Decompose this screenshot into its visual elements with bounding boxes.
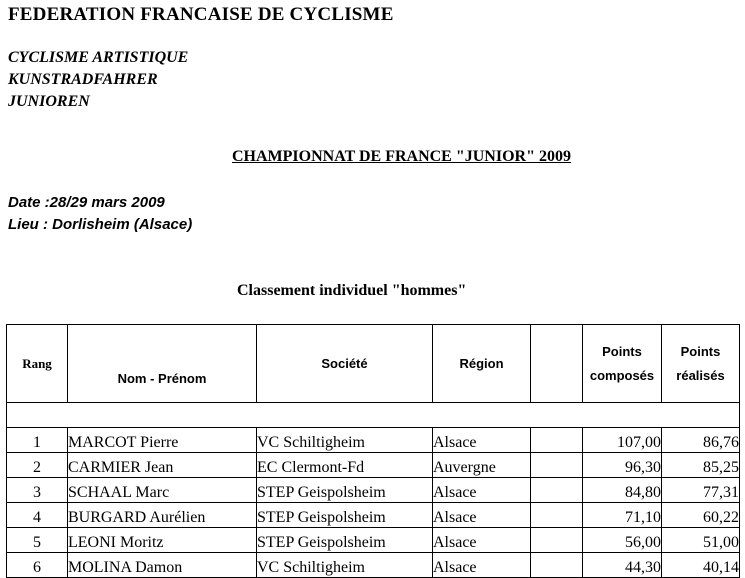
cell-points-composed: 96,30	[583, 453, 662, 478]
cell-region: Alsace	[433, 428, 531, 453]
column-header-points-composed	[583, 325, 662, 403]
championship-title: CHAMPIONNAT DE FRANCE "JUNIOR" 2009	[232, 148, 571, 165]
event-date: Date :28/29 mars 2009	[8, 194, 165, 211]
column-header-points-realized	[662, 325, 740, 403]
cell-rank: 4	[7, 503, 68, 528]
table-row	[7, 553, 740, 578]
column-header-region: Région	[433, 325, 531, 403]
cell-extra	[531, 478, 583, 503]
table-row	[7, 528, 740, 553]
cell-club: EC Clermont-Fd	[257, 453, 433, 478]
column-header-club: Société	[257, 325, 433, 403]
header-separator-row	[7, 403, 740, 428]
cell-region: Alsace	[433, 503, 531, 528]
ranking-title: Classement individuel "hommes"	[237, 282, 467, 299]
cell-name: CARMIER Jean	[68, 453, 257, 478]
cell-name: LEONI Moritz	[68, 528, 257, 553]
cell-rank: 6	[7, 553, 68, 578]
cell-rank: 1	[7, 428, 68, 453]
cell-rank: 3	[7, 478, 68, 503]
cell-region: Alsace	[433, 478, 531, 503]
column-header-name	[68, 325, 257, 403]
cell-points-realized: 51,00	[662, 528, 740, 553]
organization-title: FEDERATION FRANCAISE DE CYCLISME	[8, 4, 394, 25]
column-header-points-realized-line1: Points	[680, 343, 721, 359]
column-header-points-composed-line2: composés	[589, 367, 655, 383]
column-header-name-label: Nom - Prénom	[117, 371, 207, 386]
cell-name: MOLINA Damon	[68, 553, 257, 578]
discipline-german-label: KUNSTRADFAHRER	[8, 71, 158, 88]
cell-points-composed: 71,10	[583, 503, 662, 528]
cell-club: VC Schiltigheim	[257, 553, 433, 578]
cell-points-composed: 107,00	[583, 428, 662, 453]
cell-club: STEP Geispolsheim	[257, 528, 433, 553]
cell-extra	[531, 453, 583, 478]
table-row	[7, 478, 740, 503]
cell-name: SCHAAL Marc	[68, 478, 257, 503]
cell-region: Alsace	[433, 528, 531, 553]
cell-points-realized: 40,14	[662, 553, 740, 578]
cell-points-realized: 60,22	[662, 503, 740, 528]
cell-name: BURGARD Aurélien	[68, 503, 257, 528]
cell-extra	[531, 553, 583, 578]
table-row	[7, 503, 740, 528]
table-row	[7, 453, 740, 478]
cell-club: STEP Geispolsheim	[257, 503, 433, 528]
category-label: JUNIOREN	[8, 93, 90, 110]
header-separator	[7, 403, 740, 428]
cell-club: VC Schiltigheim	[257, 428, 433, 453]
cell-region: Alsace	[433, 553, 531, 578]
cell-points-realized: 86,76	[662, 428, 740, 453]
column-header-points-composed-line1: Points	[602, 343, 642, 359]
cell-points-composed: 84,80	[583, 478, 662, 503]
cell-points-composed: 44,30	[583, 553, 662, 578]
cell-rank: 5	[7, 528, 68, 553]
column-header-points-realized-line2: réalisés	[676, 367, 725, 383]
cell-region: Auvergne	[433, 453, 531, 478]
table-header-row	[7, 325, 740, 403]
cell-points-composed: 56,00	[583, 528, 662, 553]
cell-extra	[531, 528, 583, 553]
cell-club: STEP Geispolsheim	[257, 478, 433, 503]
results-table	[6, 324, 740, 578]
cell-points-realized: 85,25	[662, 453, 740, 478]
cell-name: MARCOT Pierre	[68, 428, 257, 453]
column-header-extra	[531, 325, 583, 403]
cell-points-realized: 77,31	[662, 478, 740, 503]
table-row	[7, 428, 740, 453]
event-place: Lieu : Dorlisheim (Alsace)	[8, 216, 193, 233]
cell-extra	[531, 503, 583, 528]
column-header-rank: Rang	[7, 325, 68, 403]
discipline-label: CYCLISME ARTISTIQUE	[8, 49, 189, 66]
cell-extra	[531, 428, 583, 453]
cell-rank: 2	[7, 453, 68, 478]
